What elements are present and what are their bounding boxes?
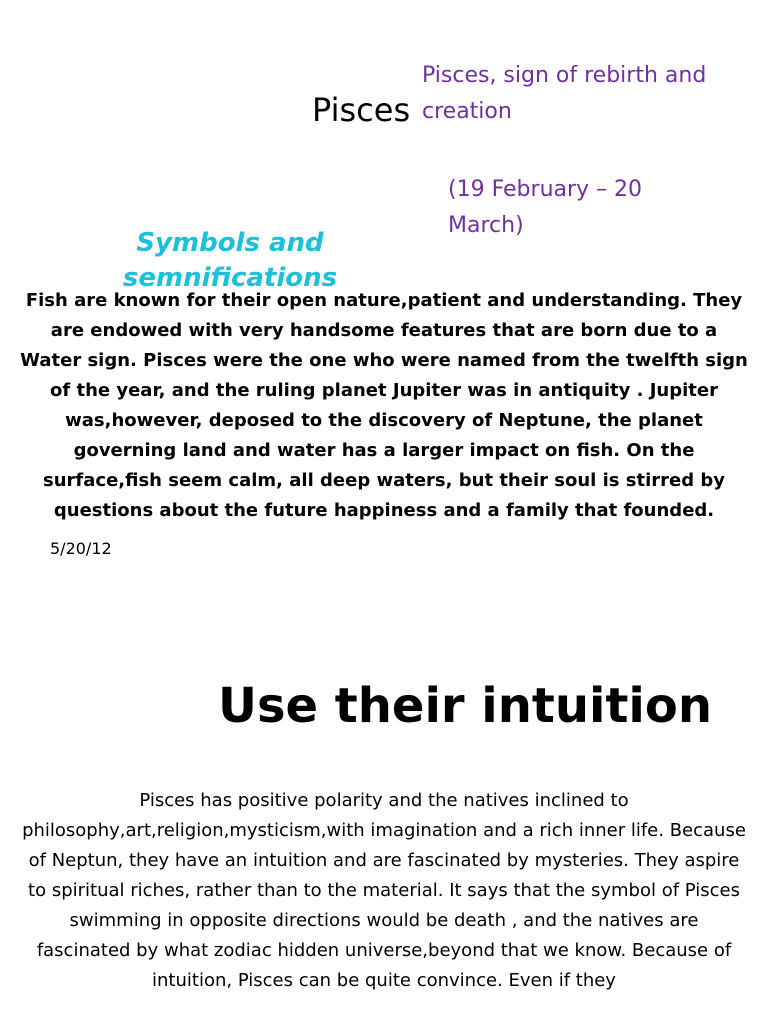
slide-intuition	[0, 600, 768, 1024]
body-paragraph: Pisces has positive polarity and the natives inclined to philosophy,art,religion,mysticism,with imagination and a rich inner life. Because of Neptun, they have an intuition and are fascinated by mysteries. They aspire to spiritual riches, rather than to the material. It says that the symbol of Pisces swimming in opposite directions would be death , and the natives are fascinated by what zodiac hidden universe,beyond that we know. Because of intuition, Pisces can be quite convince. Even if they	[22, 790, 746, 991]
slide-date: 5/20/12	[50, 539, 112, 558]
body-paragraph: Fish are known for their open nature,patient and understanding. They are endowed with very handsome features that are born due to a Water sign. Pisces were the one who were named from the twelfth sign of the year, and the ruling planet Jupiter was in antiquity . Jupiter was,however, deposed to the discovery of Neptune, the planet governing land and water has a larger impact on fish. On the surface,fish seem calm, all deep waters, but their soul is stirred by questions about the future happiness and a family that founded.	[20, 290, 748, 521]
page-title: Pisces	[312, 91, 411, 129]
subtitle: Pisces, sign of rebirth and creation	[422, 63, 707, 124]
section-heading: Symbols and semnifications	[122, 228, 338, 293]
slide-title: Use their intuition	[217, 678, 713, 734]
date-range: (19 February – 20 March)	[448, 177, 643, 238]
